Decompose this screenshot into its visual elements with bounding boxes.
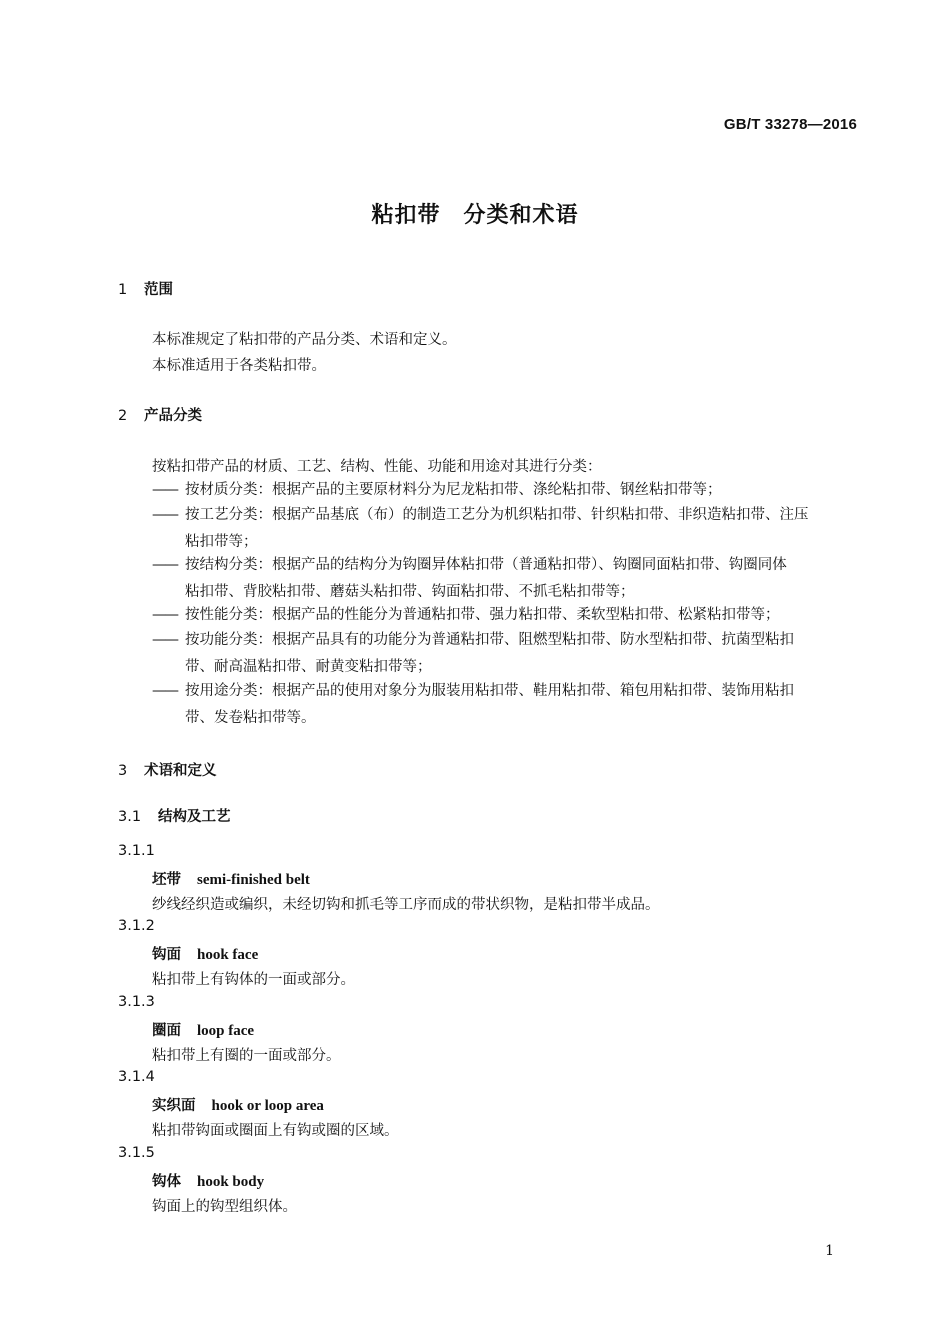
list-item — [152, 553, 787, 578]
list-item-continuation: 带、耐高温粘扣带、耐黄变粘扣带等； — [185, 659, 432, 675]
term-en: hook face — [197, 947, 259, 963]
section-title: 范围 — [144, 282, 173, 298]
term-zh: 实织面 — [152, 1098, 196, 1114]
list-item — [152, 603, 780, 628]
term-definition: 纱线经织造或编织，未经切钩和抓毛等工序而成的带状织物，是粘扣带半成品。 — [152, 897, 660, 913]
dash-marker: —— — [152, 482, 177, 498]
list-item — [152, 679, 794, 704]
term-number: 3.1.4 — [118, 1069, 155, 1085]
term-definition: 粘扣带上有圈的一面或部分。 — [152, 1048, 341, 1064]
term-heading — [152, 1094, 324, 1115]
term-zh: 坯带 — [152, 872, 181, 888]
term-zh: 钩体 — [152, 1174, 181, 1190]
subsection-number: 3.1 — [118, 809, 142, 825]
dash-marker: —— — [152, 507, 177, 523]
term-zh: 钩面 — [152, 947, 181, 963]
section-number: 3 — [118, 763, 128, 779]
dash-marker: —— — [152, 683, 177, 699]
section-number: 1 — [118, 282, 128, 298]
list-item — [152, 478, 722, 503]
list-item-continuation: 带、发卷粘扣带等。 — [185, 710, 316, 726]
paragraph: 本标准规定了粘扣带的产品分类、术语和定义。 — [152, 332, 457, 348]
list-item-text: 按工艺分类：根据产品基底（布）的制造工艺分为机织粘扣带、针织粘扣带、非织造粘扣带、注压 — [185, 507, 809, 523]
list-item-text: 按结构分类：根据产品的结构分为钩圈异体粘扣带（普通粘扣带）、钩圈同面粘扣带、钩圈同体 — [185, 557, 787, 573]
section-title: 产品分类 — [144, 408, 202, 424]
term-en: hook or loop area — [211, 1098, 324, 1114]
subsection-heading — [118, 805, 231, 826]
section-3-heading — [118, 759, 217, 780]
list-item-continuation: 粘扣带、背胶粘扣带、蘑菇头粘扣带、钩面粘扣带、不抓毛粘扣带等； — [185, 584, 635, 600]
list-item-continuation: 粘扣带等； — [185, 534, 258, 550]
list-item-text: 按功能分类：根据产品具有的功能分为普通粘扣带、阻燃型粘扣带、防水型粘扣带、抗菌型粘扣 — [185, 632, 794, 648]
term-number: 3.1.1 — [118, 843, 155, 859]
term-definition: 粘扣带钩面或圈面上有钩或圈的区域。 — [152, 1123, 399, 1139]
list-item-text: 按性能分类：根据产品的性能分为普通粘扣带、强力粘扣带、柔软型粘扣带、松紧粘扣带等； — [185, 607, 780, 623]
document-title: 粘扣带 分类和术语 — [371, 203, 579, 228]
term-heading — [152, 1019, 254, 1040]
list-item — [152, 628, 794, 653]
section-title: 术语和定义 — [144, 763, 217, 779]
section-1-heading — [118, 278, 173, 299]
dash-marker: —— — [152, 607, 177, 623]
term-definition: 钩面上的钩型组织体。 — [152, 1199, 297, 1215]
standard-code: GB/T 33278—2016 — [723, 116, 857, 133]
term-number: 3.1.5 — [118, 1145, 155, 1161]
term-definition: 粘扣带上有钩体的一面或部分。 — [152, 972, 355, 988]
section-2-heading — [118, 404, 202, 425]
paragraph: 本标准适用于各类粘扣带。 — [152, 358, 326, 374]
term-en: hook body — [197, 1174, 265, 1190]
dash-marker: —— — [152, 557, 177, 573]
list-item — [152, 503, 809, 528]
term-heading — [152, 868, 310, 889]
term-heading — [152, 943, 258, 964]
subsection-title: 结构及工艺 — [158, 809, 231, 825]
page-number: 1 — [825, 1243, 834, 1259]
term-zh: 圈面 — [152, 1023, 181, 1039]
term-number: 3.1.2 — [118, 918, 155, 934]
term-en: loop face — [197, 1023, 255, 1039]
dash-marker: —— — [152, 632, 177, 648]
list-item-text: 按用途分类：根据产品的使用对象分为服装用粘扣带、鞋用粘扣带、箱包用粘扣带、装饰用粘扣 — [185, 683, 794, 699]
term-number: 3.1.3 — [118, 994, 155, 1010]
paragraph: 按粘扣带产品的材质、工艺、结构、性能、功能和用途对其进行分类： — [152, 459, 602, 475]
list-item-text: 按材质分类：根据产品的主要原材料分为尼龙粘扣带、涤纶粘扣带、钢丝粘扣带等； — [185, 482, 722, 498]
term-heading — [152, 1170, 264, 1191]
section-number: 2 — [118, 408, 128, 424]
term-en: semi-finished belt — [197, 872, 310, 888]
